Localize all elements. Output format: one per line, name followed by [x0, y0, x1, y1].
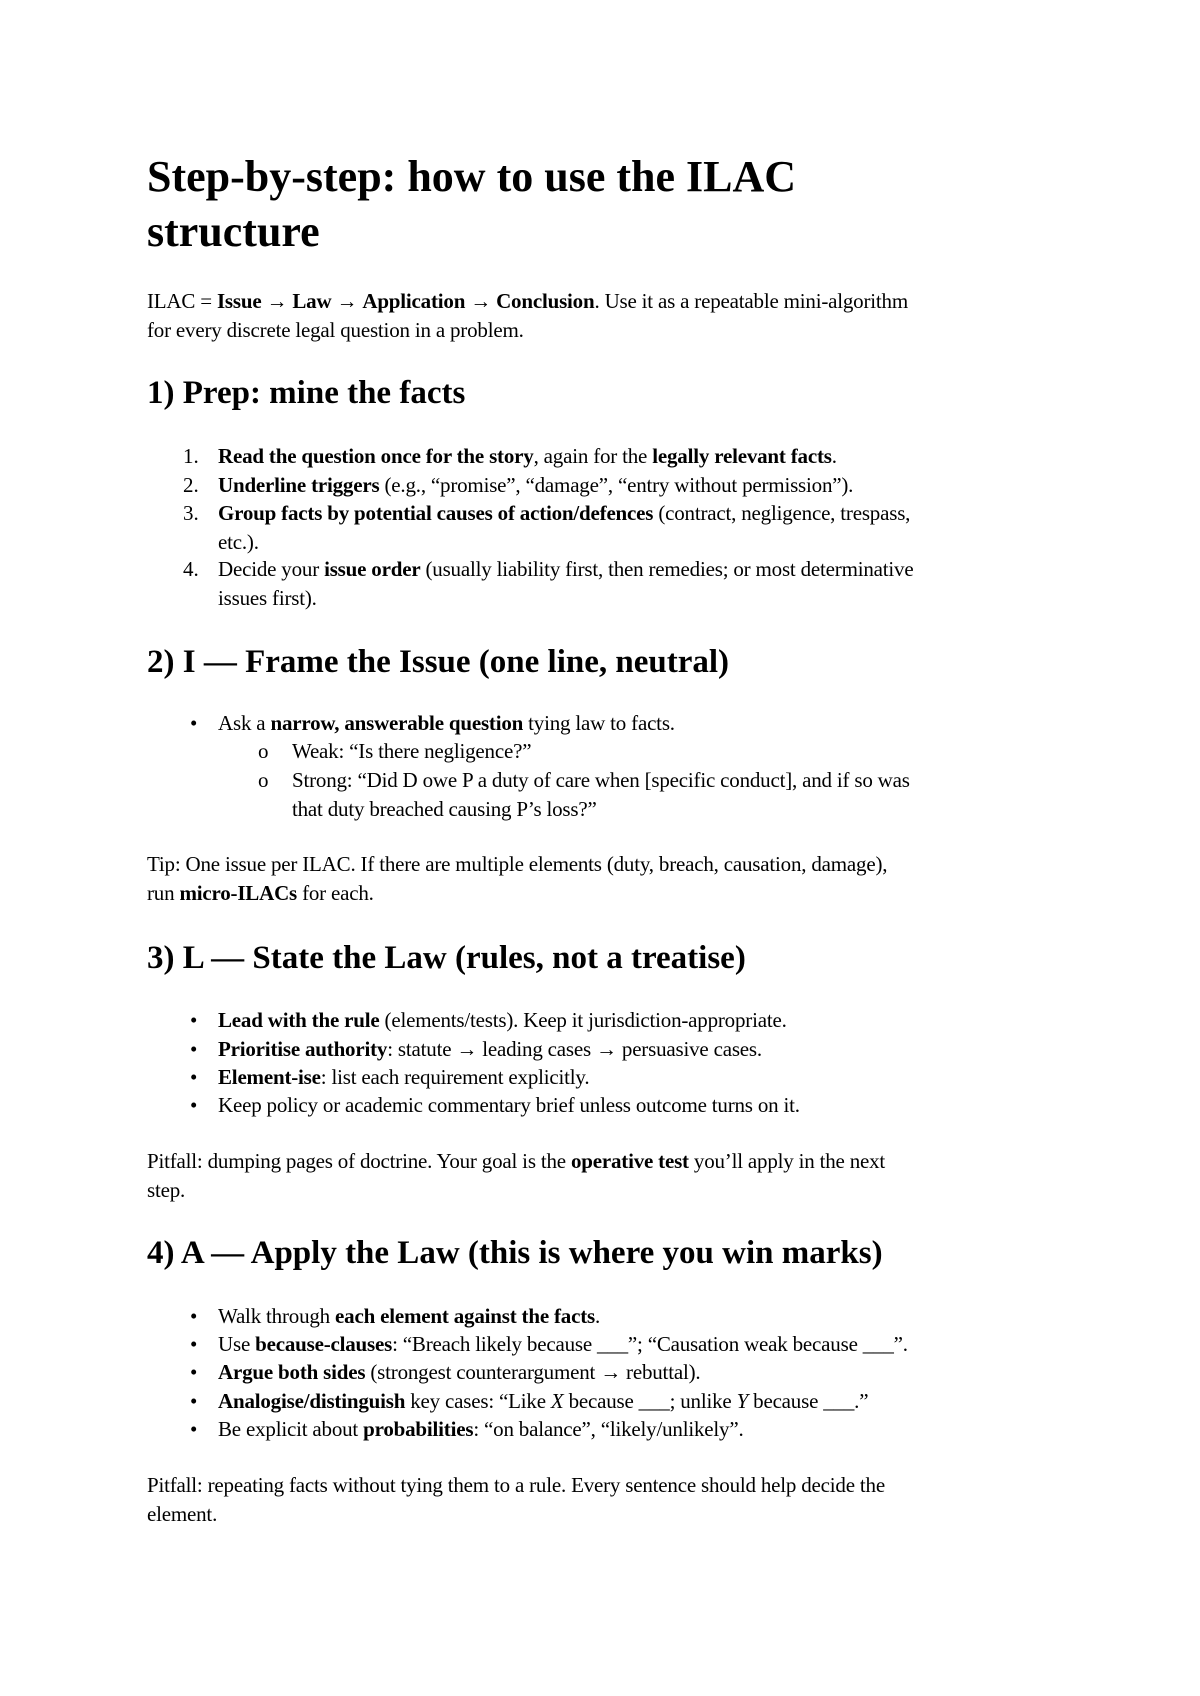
text-run: Tip: One issue per ILAC. If there are multiple elements (duty, breach, causation, damage),: [147, 852, 888, 876]
bullet-icon: •: [190, 1037, 198, 1061]
bullet-icon: •: [190, 1417, 198, 1441]
list-item-text: [292, 737, 531, 765]
text-run: Walk through: [218, 1304, 336, 1328]
list-item-text: [218, 442, 837, 470]
list-number: 4.: [183, 557, 199, 581]
list-item-text: [218, 584, 317, 612]
text-run: key cases: “Like: [405, 1389, 551, 1413]
note-text: [147, 850, 887, 878]
text-run: Ask a: [218, 711, 271, 735]
italic-text: Y: [736, 1389, 749, 1413]
text-run: →: [261, 289, 293, 313]
text-run: (contract, negligence, trespass,: [653, 501, 911, 525]
text-run: tying law to facts.: [523, 711, 675, 735]
text-run: . Use it as a repeatable mini-algorithm: [594, 289, 908, 313]
list-number: 2.: [183, 473, 199, 497]
page-title: Step-by-step: how to use the ILAC: [147, 152, 797, 201]
bold-text: issue order: [324, 557, 421, 581]
list-item-text: [218, 709, 675, 737]
text-run: ILAC =: [147, 289, 217, 313]
intro-text: [147, 316, 524, 344]
section-heading: 1) Prep: mine the facts: [147, 375, 466, 411]
bold-text: Lead with the rule: [218, 1008, 380, 1032]
bold-text: probabilities: [363, 1417, 474, 1441]
text-run: .: [831, 444, 837, 468]
list-item-text: [218, 1330, 908, 1358]
text-run: .: [594, 1304, 601, 1328]
text-run: Keep policy or academic commentary brief unless outcome turns on it.: [218, 1093, 800, 1117]
bold-text: Element-ise: [218, 1065, 321, 1089]
section-heading: 3) L — State the Law (rules, not a treatise): [147, 940, 746, 976]
text-run: : list each requirement explicitly.: [320, 1065, 590, 1089]
text-run: you’ll apply in the next: [688, 1149, 886, 1173]
bold-text: Conclusion: [496, 289, 595, 313]
text-run: run: [147, 880, 180, 905]
list-item-text: [218, 499, 910, 527]
text-run: element.: [147, 1501, 218, 1526]
list-item-text: [218, 1302, 600, 1330]
section-heading: 2) I — Frame the Issue (one line, neutral): [147, 644, 730, 680]
bullet-icon: •: [190, 1093, 198, 1117]
list-item-text: [218, 1415, 744, 1443]
text-run: →: [331, 289, 363, 313]
text-run: Weak: “Is there negligence?”: [292, 739, 532, 763]
text-run: Be explicit about: [218, 1417, 364, 1441]
section-heading: 4) A — Apply the Law (this is where you win marks): [147, 1235, 883, 1271]
text-run: that duty breached causing P’s loss?”: [292, 796, 597, 821]
bullet-icon: •: [190, 1389, 198, 1413]
text-run: , again for the: [533, 444, 653, 468]
text-run: because ___.”: [748, 1389, 869, 1413]
list-item-text: [292, 766, 910, 794]
bullet-icon: •: [190, 711, 198, 735]
bold-text: Group facts by potential causes of action/defences: [218, 501, 654, 525]
list-item-text: [218, 1358, 700, 1386]
text-run: Pitfall: repeating facts without tying them to a rule. Every sentence should help decide the: [147, 1473, 885, 1497]
text-run: for each.: [297, 880, 374, 905]
text-run: Decide your: [218, 557, 325, 581]
bold-text: Read the question once for the story: [218, 444, 534, 468]
list-item-text: [218, 1035, 762, 1063]
note-text: [147, 1500, 217, 1528]
bold-text: Issue: [216, 289, 262, 313]
bold-text: Prioritise authority: [218, 1037, 388, 1061]
list-item-text: [292, 795, 597, 823]
text-run: etc.).: [218, 529, 259, 554]
bullet-icon: o: [258, 739, 269, 763]
bold-text: operative test: [570, 1149, 689, 1173]
bullet-icon: •: [190, 1304, 198, 1328]
text-run: →: [465, 289, 497, 313]
bullet-icon: o: [258, 768, 269, 792]
text-run: (e.g., “promise”, “damage”, “entry without permission”).: [379, 473, 854, 497]
text-run: (strongest counterargument → rebuttal).: [365, 1360, 701, 1384]
bold-text: narrow, answerable question: [270, 711, 524, 735]
list-item-text: [218, 1387, 868, 1415]
text-run: (usually liability first, then remedies; or most determinative: [420, 557, 914, 581]
list-number: 3.: [183, 501, 199, 525]
text-run: because ___; unlike: [563, 1389, 737, 1413]
bold-text: micro-ILACs: [179, 880, 298, 905]
text-run: Use: [218, 1332, 256, 1356]
bold-text: Argue both sides: [218, 1360, 366, 1384]
note-text: [147, 1471, 885, 1499]
note-text: [147, 879, 374, 907]
note-text: [147, 1147, 885, 1175]
list-item-text: [218, 528, 259, 556]
text-run: Strong: “Did D owe P a duty of care when [specific conduct], and if so was: [292, 768, 910, 792]
list-number: 1.: [183, 444, 199, 468]
bold-text: Analogise/distinguish: [218, 1389, 406, 1413]
list-item-text: [218, 555, 913, 583]
bullet-icon: •: [190, 1008, 198, 1032]
page-title-line-2: structure: [147, 207, 320, 256]
note-text: [147, 1176, 185, 1204]
bold-text: legally relevant facts: [652, 444, 832, 468]
list-item-text: [218, 1006, 787, 1034]
bullet-icon: •: [190, 1360, 198, 1384]
list-item-text: [218, 1091, 800, 1119]
bold-text: Underline triggers: [218, 473, 380, 497]
list-item-text: [218, 1063, 589, 1091]
text-run: (elements/tests). Keep it jurisdiction-appropriate.: [379, 1008, 787, 1032]
bullet-icon: •: [190, 1332, 198, 1356]
list-item-text: [218, 471, 853, 499]
bullet-icon: •: [190, 1065, 198, 1089]
italic-text: X: [550, 1389, 564, 1413]
text-run: : statute → leading cases → persuasive cases.: [387, 1037, 762, 1061]
bold-text: each element against the facts: [335, 1304, 595, 1328]
text-run: : “Breach likely because ___”; “Causation weak because ___”.: [392, 1332, 908, 1356]
text-run: step.: [147, 1177, 186, 1202]
bold-text: because-clauses: [255, 1332, 393, 1356]
bold-text: Application: [362, 289, 466, 313]
text-run: issues first).: [218, 585, 317, 610]
text-run: Pitfall: dumping pages of doctrine. Your goal is the: [147, 1149, 571, 1173]
text-run: for every discrete legal question in a problem.: [147, 318, 524, 342]
bold-text: Law: [292, 289, 332, 313]
intro-text: [147, 287, 908, 315]
text-run: : “on balance”, “likely/unlikely”.: [473, 1417, 744, 1441]
